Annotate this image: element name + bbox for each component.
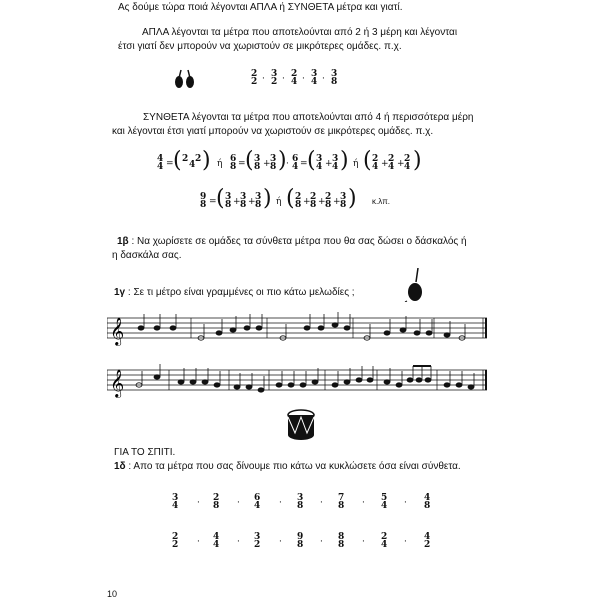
svg-text:𝄞: 𝄞 — [110, 369, 125, 397]
home-title: ΓΙΑ ΤΟ ΣΠΙΤΙ. — [114, 447, 176, 458]
apla-line-2: έτσι γιατί δεν μπορούν να χωριστούν σε μικρότερες ομάδες. π.χ. — [118, 41, 402, 52]
meter-example: 3 8 — [331, 69, 338, 87]
compound-example-row-1: 4 4 = ( 2 4 2 ) ή 6 8 = ( 3 8 + 3 8 ) · 6 4 = ( 3 4 + 3 4 ) ή ( 2 4 + 2 4 + 2 4 ) — [157, 148, 422, 173]
svg-text:𝄞: 𝄞 — [110, 317, 125, 345]
drum-icon — [286, 408, 316, 442]
exercise-1b-line-2: η δασκάλα σας. — [112, 250, 182, 261]
meter-example: 2 4 — [291, 69, 298, 87]
exercise-1b-line-1: 1β : Να χωρίσετε σε ομάδες τα σύνθετα μέτρα που θα σας δώσει ο δάσκαλός ή — [117, 236, 467, 247]
intro-line: Ας δούμε τώρα ποιά λέγονται ΑΠΛΑ ή ΣΥΝΘΕΤΑ μέτρα και γιατί. — [118, 2, 403, 13]
page-number: 10 — [107, 589, 118, 599]
melody-staff-1 — [107, 312, 489, 352]
melody-staff-2 — [107, 364, 489, 404]
syntheta-line-2: και λέγονται έτσι γιατί μπορούν να χωριστούν σε μικρότερες ομάδες. π.χ. — [112, 126, 434, 137]
meter-example: 3 4 — [311, 69, 318, 87]
apla-line-1: ΑΠΛΑ λέγονται τα μέτρα που αποτελούνται από 2 ή 3 μέρη και λέγονται — [142, 27, 458, 38]
meter-example: 3 2 — [271, 69, 278, 87]
syntheta-line-1: ΣΥΝΘΕΤΑ λέγονται τα μέτρα που αποτελούνται από 4 ή περισσότερα μέρη — [143, 112, 474, 123]
violin-icon — [172, 66, 198, 90]
meter-example: 2 2 — [251, 69, 258, 87]
compound-example-row-2: 9 8 = ( 3 8 + 3 8 + 3 8 ) ή ( 2 8 + 2 8 + 2 8 + 3 8 ) κ.λπ. — [200, 186, 390, 211]
exercise-1c: 1γ : Σε τι μέτρο είναι γραμμένες οι πιο κάτω μελωδίες ; — [114, 287, 355, 298]
cello-icon — [404, 268, 428, 302]
exercise-1d: 1δ : Απο τα μέτρα που σας δίνουμε πιο κάτω να κυκλώσετε όσα είναι σύνθετα. — [114, 461, 461, 472]
